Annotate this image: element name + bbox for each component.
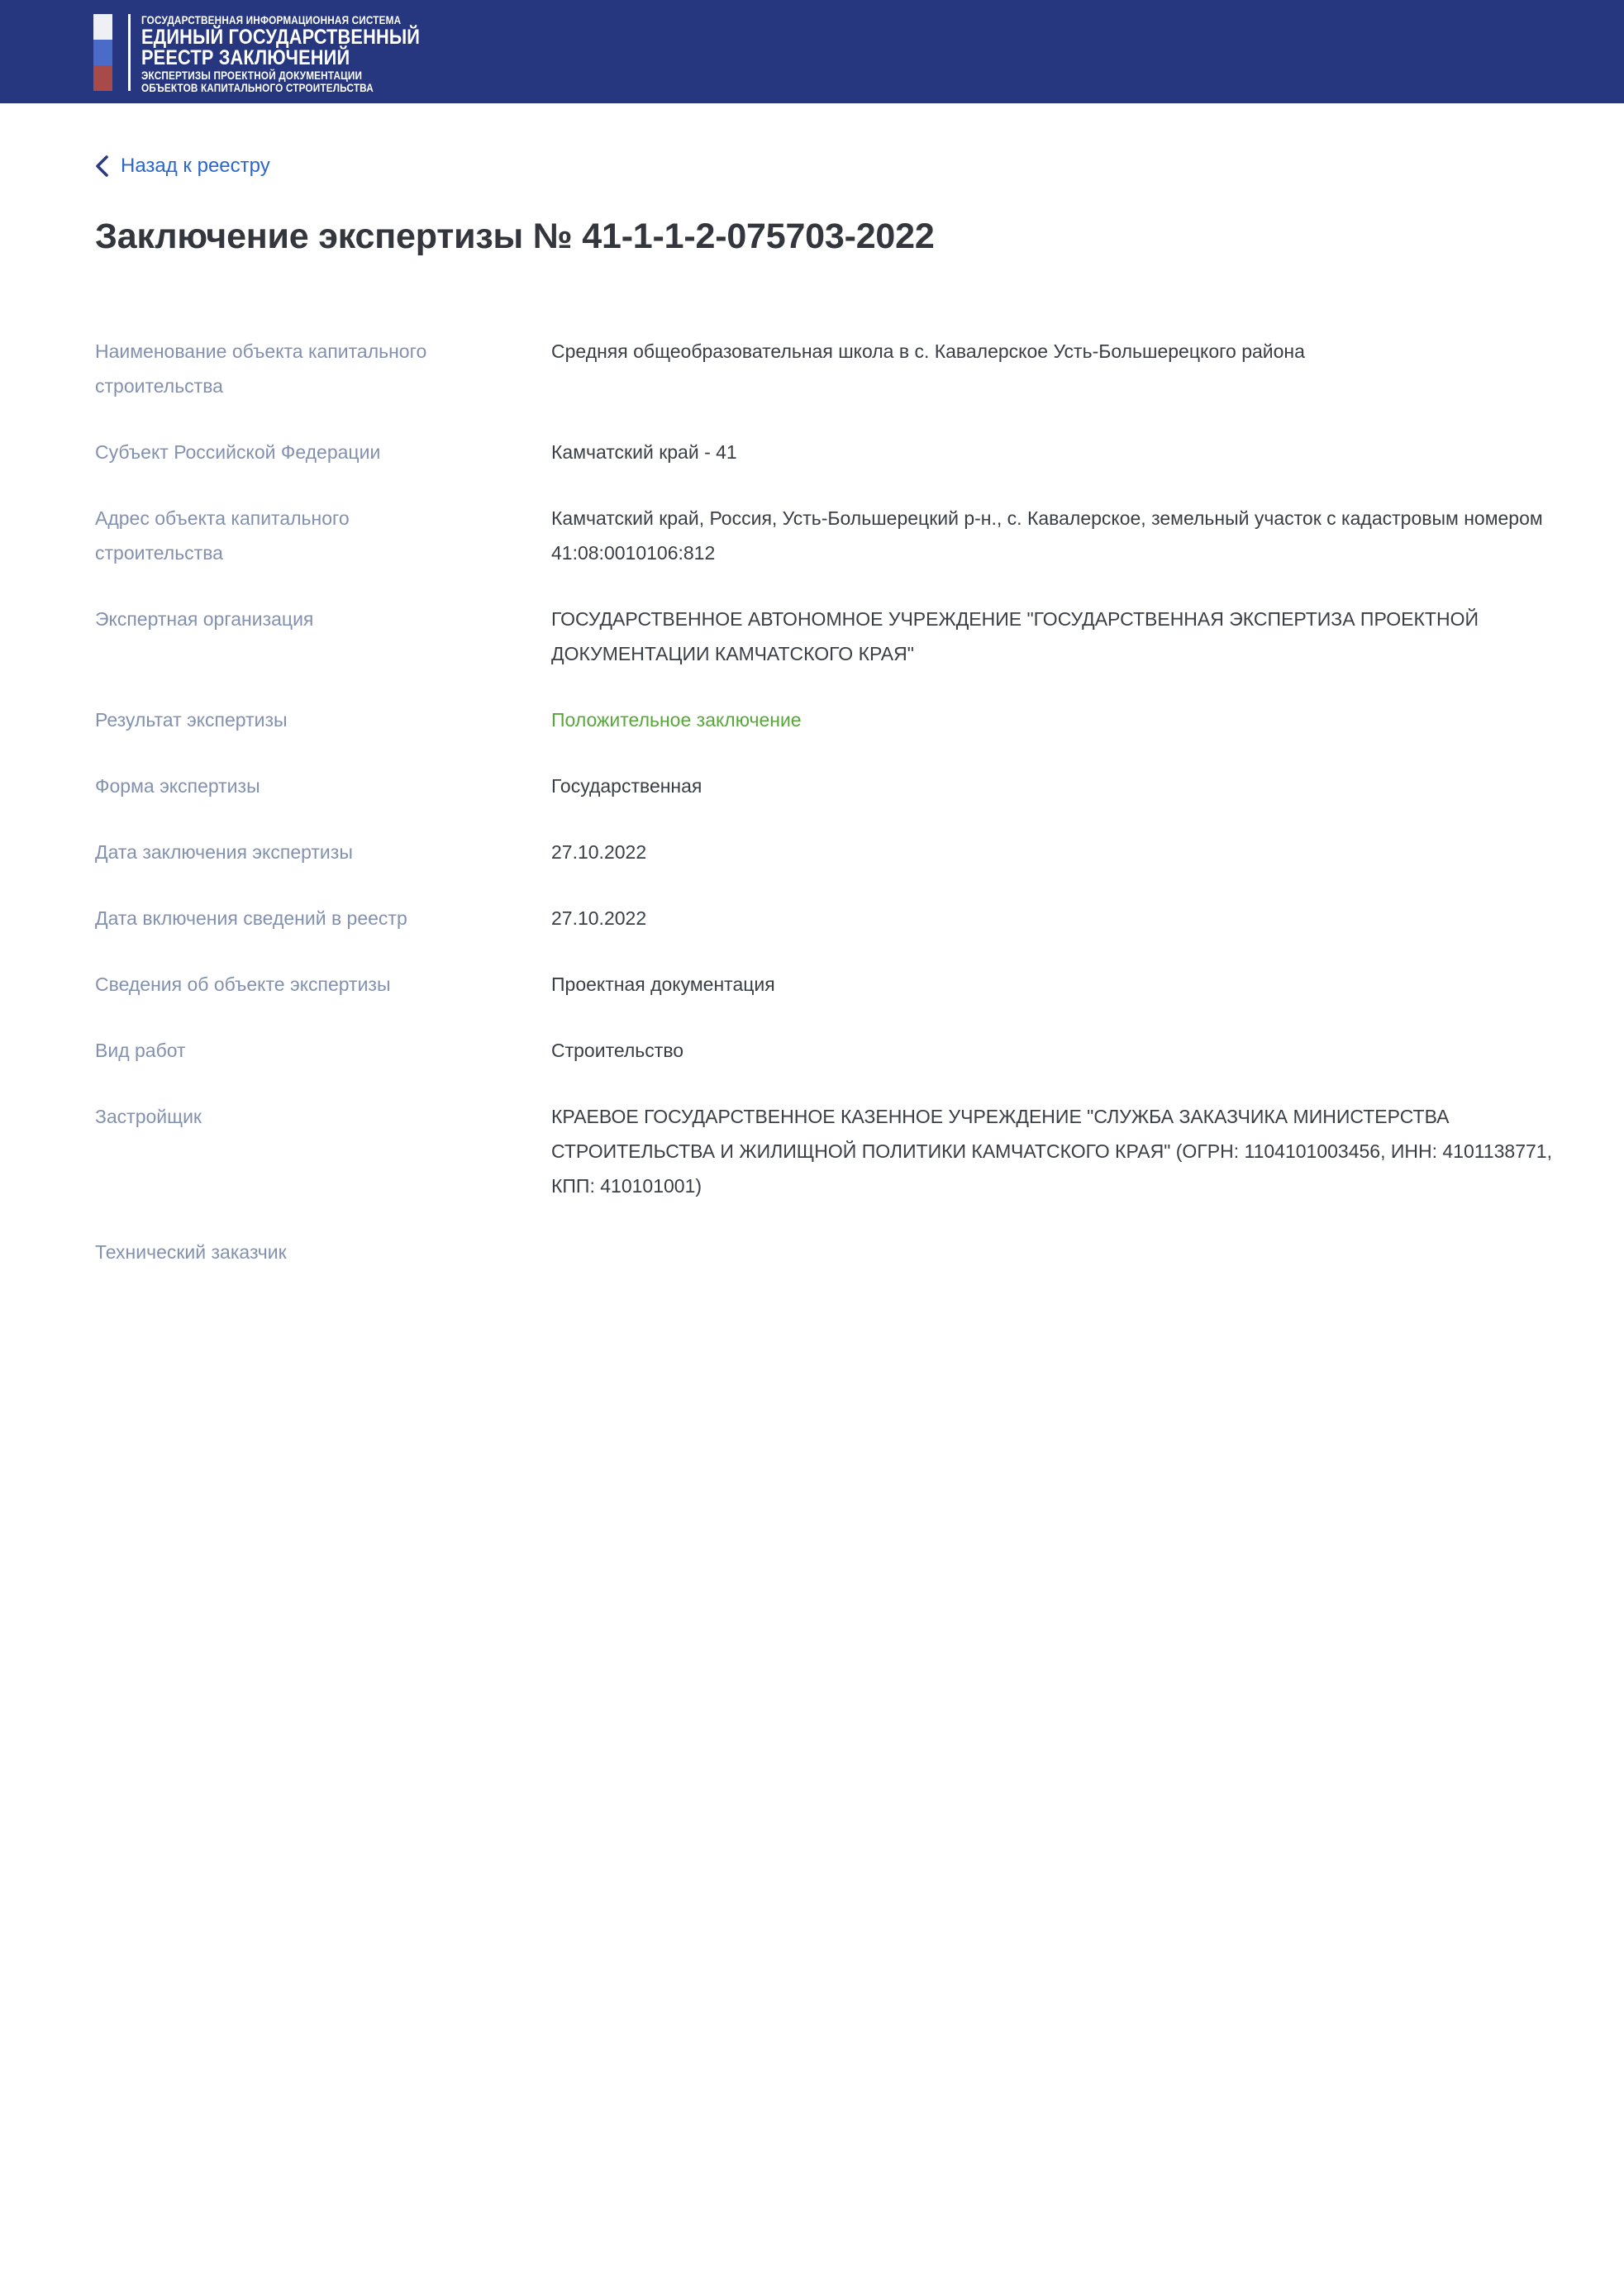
field-label: Застройщик: [95, 1106, 202, 1128]
field-label: Вид работ: [95, 1040, 186, 1062]
logo-divider: [128, 14, 131, 91]
field-label: Дата включения сведений в реестр: [95, 907, 407, 930]
field-label: Технический заказчик: [95, 1241, 287, 1264]
field-row-expert-organization: [95, 602, 1554, 671]
back-link-label: Назад к реестру: [121, 155, 270, 177]
system-label: ГОСУДАРСТВЕННАЯ ИНФОРМАЦИОННАЯ СИСТЕМА: [141, 14, 402, 26]
field-row-developer: [95, 1099, 1554, 1203]
field-value: КРАЕВОЕ ГОСУДАРСТВЕННОЕ КАЗЕННОЕ УЧРЕЖДЕНИЕ "СЛУЖБА ЗАКАЗЧИКА МИНИСТЕРСТВА СТРОИТЕЛЬСТВА И ЖИЛИЩНОЙ ПОЛИТИКИ КАМЧАТСКОГО КРАЯ" (ОГРН: 1104101003456, ИНН: 4101138771, КПП: 410101001): [551, 1106, 1552, 1197]
system-logo: [141, 14, 420, 95]
field-value: 27.10.2022: [551, 841, 647, 864]
flag-stripe-blue: [93, 40, 112, 65]
field-row-work-type: [95, 1033, 1554, 1068]
expertise-result-positive-badge: Положительное заключение: [551, 709, 802, 731]
field-value: Камчатский край, Россия, Усть-Большерецкий р-н., с. Кавалерское, земельный участок с кадастровым номером 41:08:0010106:812: [551, 507, 1543, 564]
field-value: ГОСУДАРСТВЕННОЕ АВТОНОМНОЕ УЧРЕЖДЕНИЕ "ГОСУДАРСТВЕННАЯ ЭКСПЕРТИЗА ПРОЕКТНОЙ ДОКУМЕНТАЦИИ КАМЧАТСКОГО КРАЯ": [551, 608, 1479, 665]
field-label: Дата заключения экспертизы: [95, 841, 353, 864]
registry-title-line1: ЕДИНЫЙ ГОСУДАРСТВЕННЫЙ: [141, 25, 421, 49]
field-value: [551, 1235, 1554, 1269]
registry-title-line2: РЕЕСТР ЗАКЛЮЧЕНИЙ: [141, 46, 350, 69]
chevron-left-icon: [95, 155, 109, 178]
registry-subtitle-line2: ОБЪЕКТОВ КАПИТАЛЬНОГО СТРОИТЕЛЬСТВА: [141, 82, 374, 94]
field-row-object-name: [95, 334, 1554, 403]
field-label: Экспертная организация: [95, 608, 314, 631]
field-value: 27.10.2022: [551, 907, 647, 930]
app-header: [0, 0, 1624, 103]
field-row-expertise-result: [95, 702, 1554, 737]
field-row-registry-inclusion-date: [95, 901, 1554, 935]
field-label: Форма экспертизы: [95, 775, 260, 797]
field-label: Результат экспертизы: [95, 709, 288, 731]
field-label: Сведения об объекте экспертизы: [95, 974, 391, 996]
field-label: Субъект Российской Федерации: [95, 441, 381, 464]
field-label: Адрес объекта капитального строительства: [95, 507, 350, 564]
field-value: Строительство: [551, 1040, 684, 1062]
page-title: Заключение экспертизы № 41-1-1-2-075703-2022: [95, 217, 935, 256]
field-value: Средняя общеобразовательная школа в с. Кавалерское Усть-Большерецкого района: [551, 340, 1305, 363]
field-label: Наименование объекта капитального строительства: [95, 340, 427, 397]
registry-subtitle-line1: ЭКСПЕРТИЗЫ ПРОЕКТНОЙ ДОКУМЕНТАЦИИ: [141, 69, 363, 82]
field-row-technical-customer: [95, 1235, 1554, 1269]
field-row-expertise-object-info: [95, 967, 1554, 1002]
field-row-address: [95, 501, 1554, 570]
conclusion-fields: [95, 334, 1554, 1269]
field-value: Камчатский край - 41: [551, 441, 737, 464]
conclusion-detail-page: [95, 103, 1554, 1269]
field-value: Государственная: [551, 775, 702, 797]
back-to-registry-link[interactable]: [95, 155, 270, 178]
flag-stripe-white: [93, 14, 112, 40]
field-value: Проектная документация: [551, 974, 775, 996]
field-row-subject: [95, 435, 1554, 469]
field-row-expertise-form: [95, 769, 1554, 803]
field-row-conclusion-date: [95, 835, 1554, 869]
flag-stripe-red: [93, 65, 112, 91]
russian-flag-icon: [93, 14, 112, 91]
